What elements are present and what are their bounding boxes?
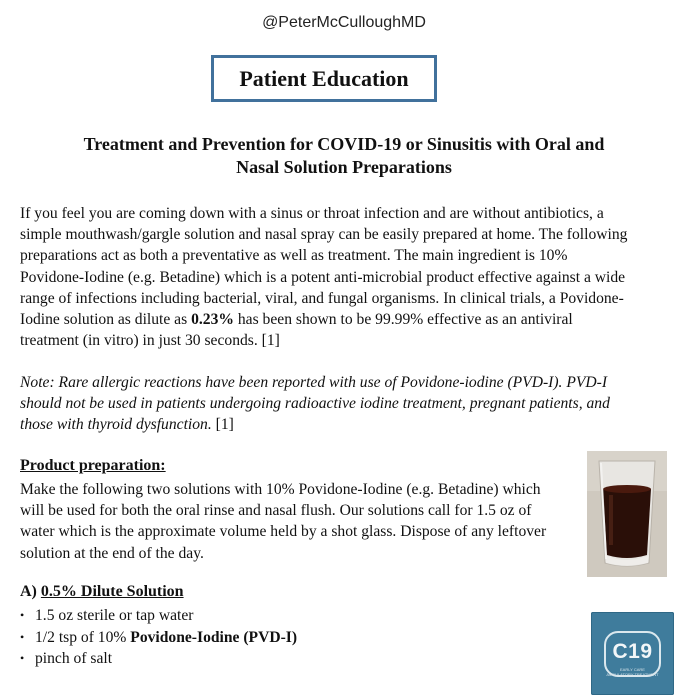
intro-bold-value: 0.23% — [191, 311, 234, 329]
heading-line-1: Treatment and Prevention for COVID-19 or Sinusitis with Oral and — [83, 134, 605, 154]
solution-a-title: 0.5% Dilute Solution — [40, 583, 184, 600]
product-preparation-heading: Product preparation: — [20, 457, 166, 474]
ingredient-text: 1/2 tsp of 10% — [35, 628, 131, 646]
bullet-icon: • — [20, 629, 25, 644]
logo-subtext-1: EARLY CARE — [620, 666, 645, 672]
ingredient-text: 1.5 oz sterile or tap water — [35, 607, 194, 624]
bullet-icon: • — [20, 608, 25, 622]
shot-glass-photo — [587, 451, 667, 577]
c19-logo — [591, 612, 674, 695]
intro-text-2: has been shown to be 99.99% effective as an antiviral treatment (in vitro) in just 30 seconds. [1] — [20, 311, 573, 350]
note-text: Note: Rare allergic reactions have been reported with use of Povidone-iodine (PVD-I). PVD-I should not be used in patients undergoing radioactive iodine treatment, pregnant patients, and those with thyroid dysfunction. — [20, 374, 610, 434]
logo-subtext — [606, 667, 658, 677]
product-preparation-text: Make the following two solutions with 10% Povidone-Iodine (e.g. Betadine) which will be used for both the oral rinse and nasal flush. Our solutions call for 1.5 oz of water which is the approximate volume held by a shot glass. Dispose of any leftover solution at the end of the day. — [20, 481, 547, 562]
intro-paragraph — [20, 203, 630, 351]
bullet-icon: • — [20, 651, 25, 665]
heading-line-2: Nasal Solution Preparations — [236, 157, 452, 177]
note-reference: [1] — [211, 416, 234, 434]
list-item — [20, 627, 297, 649]
ingredient-text: pinch of salt — [35, 650, 113, 667]
list-item — [20, 648, 297, 670]
author-handle: @PeterMcCulloughMD — [262, 14, 426, 31]
page-title: Patient Education — [211, 55, 437, 102]
solution-a-ingredients — [20, 605, 297, 670]
ingredient-bold: Povidone-Iodine (PVD-I) — [130, 628, 298, 646]
solution-a-heading — [20, 583, 184, 601]
solution-a-prefix: A) — [20, 583, 41, 600]
document-heading — [30, 133, 658, 179]
note-paragraph — [20, 372, 630, 436]
logo-subtext-2: AMBULATORY TREATMENT — [606, 671, 659, 677]
list-item — [20, 605, 297, 627]
logo-mark: C19 — [604, 631, 660, 677]
intro-text-1: If you feel you are coming down with a sinus or throat infection and are without antibiotics, a simple mouthwash/gargle solution and nasal spray can be easily prepared at home. The following preparations act as both a preventative as well as treatment. The main ingredient is 10% Povidone-Iodine (e.g. Betadine) which is a potent anti-microbial product effective against a wide range of infections including bacterial, viral, and fungal organisms. In clinical trials, a Povidone-Iodine solution as dilute as — [20, 205, 628, 329]
